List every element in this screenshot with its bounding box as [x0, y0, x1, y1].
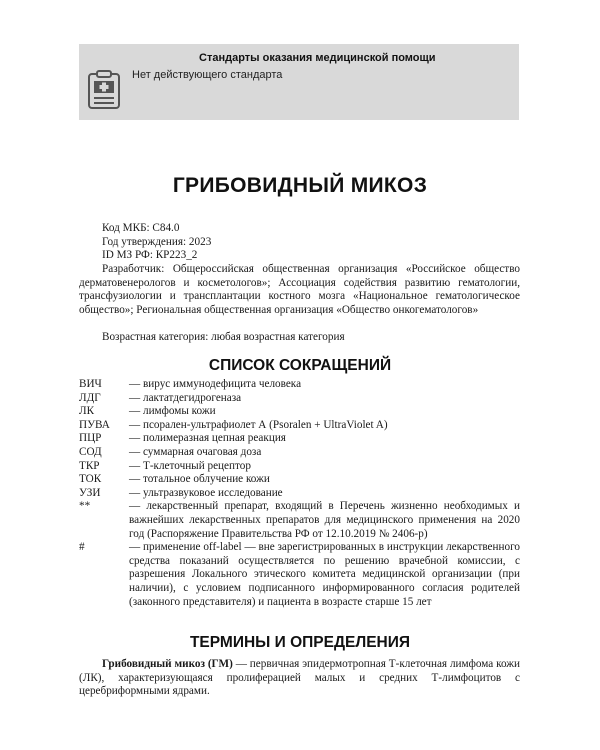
abbreviation-row — [79, 473, 520, 487]
abbreviation-key: ТКР — [79, 459, 100, 472]
abbreviation-row — [79, 541, 520, 609]
abbreviation-value: — применение off-label — вне зарегистрированных в инструкции лекарственного средства показаний осуществляется по решению врачебной комиссии, с разрешения Локального этического комитета медицинской организации (при наличии), с условием подписанного информированного согласия родителей (законного представителя) и пациента в возрасте старше 15 лет — [129, 541, 520, 608]
abbreviation-row — [79, 500, 520, 541]
abbreviation-row — [79, 405, 520, 419]
abbreviation-value: — Т-клеточный рецептор — [129, 459, 251, 472]
abbreviation-key: УЗИ — [79, 486, 101, 499]
abbreviation-value: — суммарная очаговая доза — [129, 445, 262, 458]
abbreviations-list — [79, 378, 520, 609]
standard-box-subtitle: Нет действующего стандарта — [132, 69, 283, 81]
abbreviation-key: СОД — [79, 445, 102, 458]
standard-info-box — [79, 44, 519, 120]
abbreviation-row — [79, 487, 520, 501]
abbreviation-key: ЛДГ — [79, 391, 101, 404]
page-title: ГРИБОВИДНЫЙ МИКОЗ — [172, 174, 428, 197]
terms-heading: ТЕРМИНЫ И ОПРЕДЕЛЕНИЯ — [189, 634, 411, 651]
abbreviation-key: ЛК — [79, 405, 95, 418]
abbreviation-row — [79, 392, 520, 406]
abbreviation-value: — лактатдегидрогеназа — [129, 391, 242, 404]
term-text: — первичная эпидермотропная Т-клеточная лимфома кожи (ЛК), характеризующаяся пролиферацией малых и средних Т-лимфоцитов с церебриформными ядрами. — [79, 658, 520, 698]
abbreviation-row — [79, 446, 520, 460]
moh-id: ID МЗ РФ: КР223_2 — [102, 249, 198, 262]
abbreviation-value: — псорален-ультрафиолет А (Psoralen + UltraViolet A) — [129, 418, 388, 431]
abbreviation-row — [79, 460, 520, 474]
age-category: Возрастная категория: любая возрастная категория — [102, 331, 345, 343]
abbreviation-row — [79, 419, 520, 433]
abbreviation-key: # — [79, 541, 85, 554]
abbreviation-value: — вирус иммунодефицита человека — [129, 378, 302, 390]
abbreviation-value: — тотальное облучение кожи — [129, 473, 270, 486]
approval-year: Год утверждения: 2023 — [102, 235, 212, 248]
abbreviation-row — [79, 432, 520, 446]
abbreviation-value: — лекарственный препарат, входящий в Перечень жизненно необходимых и важнейших лекарственных препаратов для медицинского применения на 2020 год (Распоряжение Правительства РФ от 12.10.2019 № 2406-р) — [129, 500, 520, 540]
document-meta — [102, 222, 520, 263]
abbreviation-key: ** — [79, 500, 91, 513]
term-name: Грибовидный микоз (ГМ) — [102, 658, 233, 670]
standard-box-title: Стандарты оказания медицинской помощи — [199, 52, 436, 64]
abbreviation-value: — полимеразная цепная реакция — [129, 432, 286, 445]
medical-clipboard-icon — [87, 70, 121, 110]
abbreviation-value: — ультразвуковое исследование — [129, 486, 283, 499]
abbreviation-key: ПУВА — [79, 418, 110, 431]
term-definition — [79, 658, 520, 699]
abbreviation-key: ТОК — [79, 473, 102, 486]
abbreviation-key: ПЦР — [79, 432, 102, 445]
developer-paragraph: Разработчик: Общероссийская общественная организация «Российское общество дерматовенерологов и косметологов»; Ассоциация содействия развитию гематологии, трансфузиологии и трансплантации костного мозга «Национальное гематологическое общество»; Региональная общественная организация «Общество онкогематологов» — [79, 263, 520, 316]
abbreviation-row — [79, 378, 520, 392]
abbreviations-heading: СПИСОК СОКРАЩЕНИЙ — [208, 357, 392, 374]
icd-code: Код МКБ: C84.0 — [102, 222, 180, 234]
abbreviation-value: — лимфомы кожи — [129, 405, 216, 418]
abbreviation-key: ВИЧ — [79, 378, 102, 390]
